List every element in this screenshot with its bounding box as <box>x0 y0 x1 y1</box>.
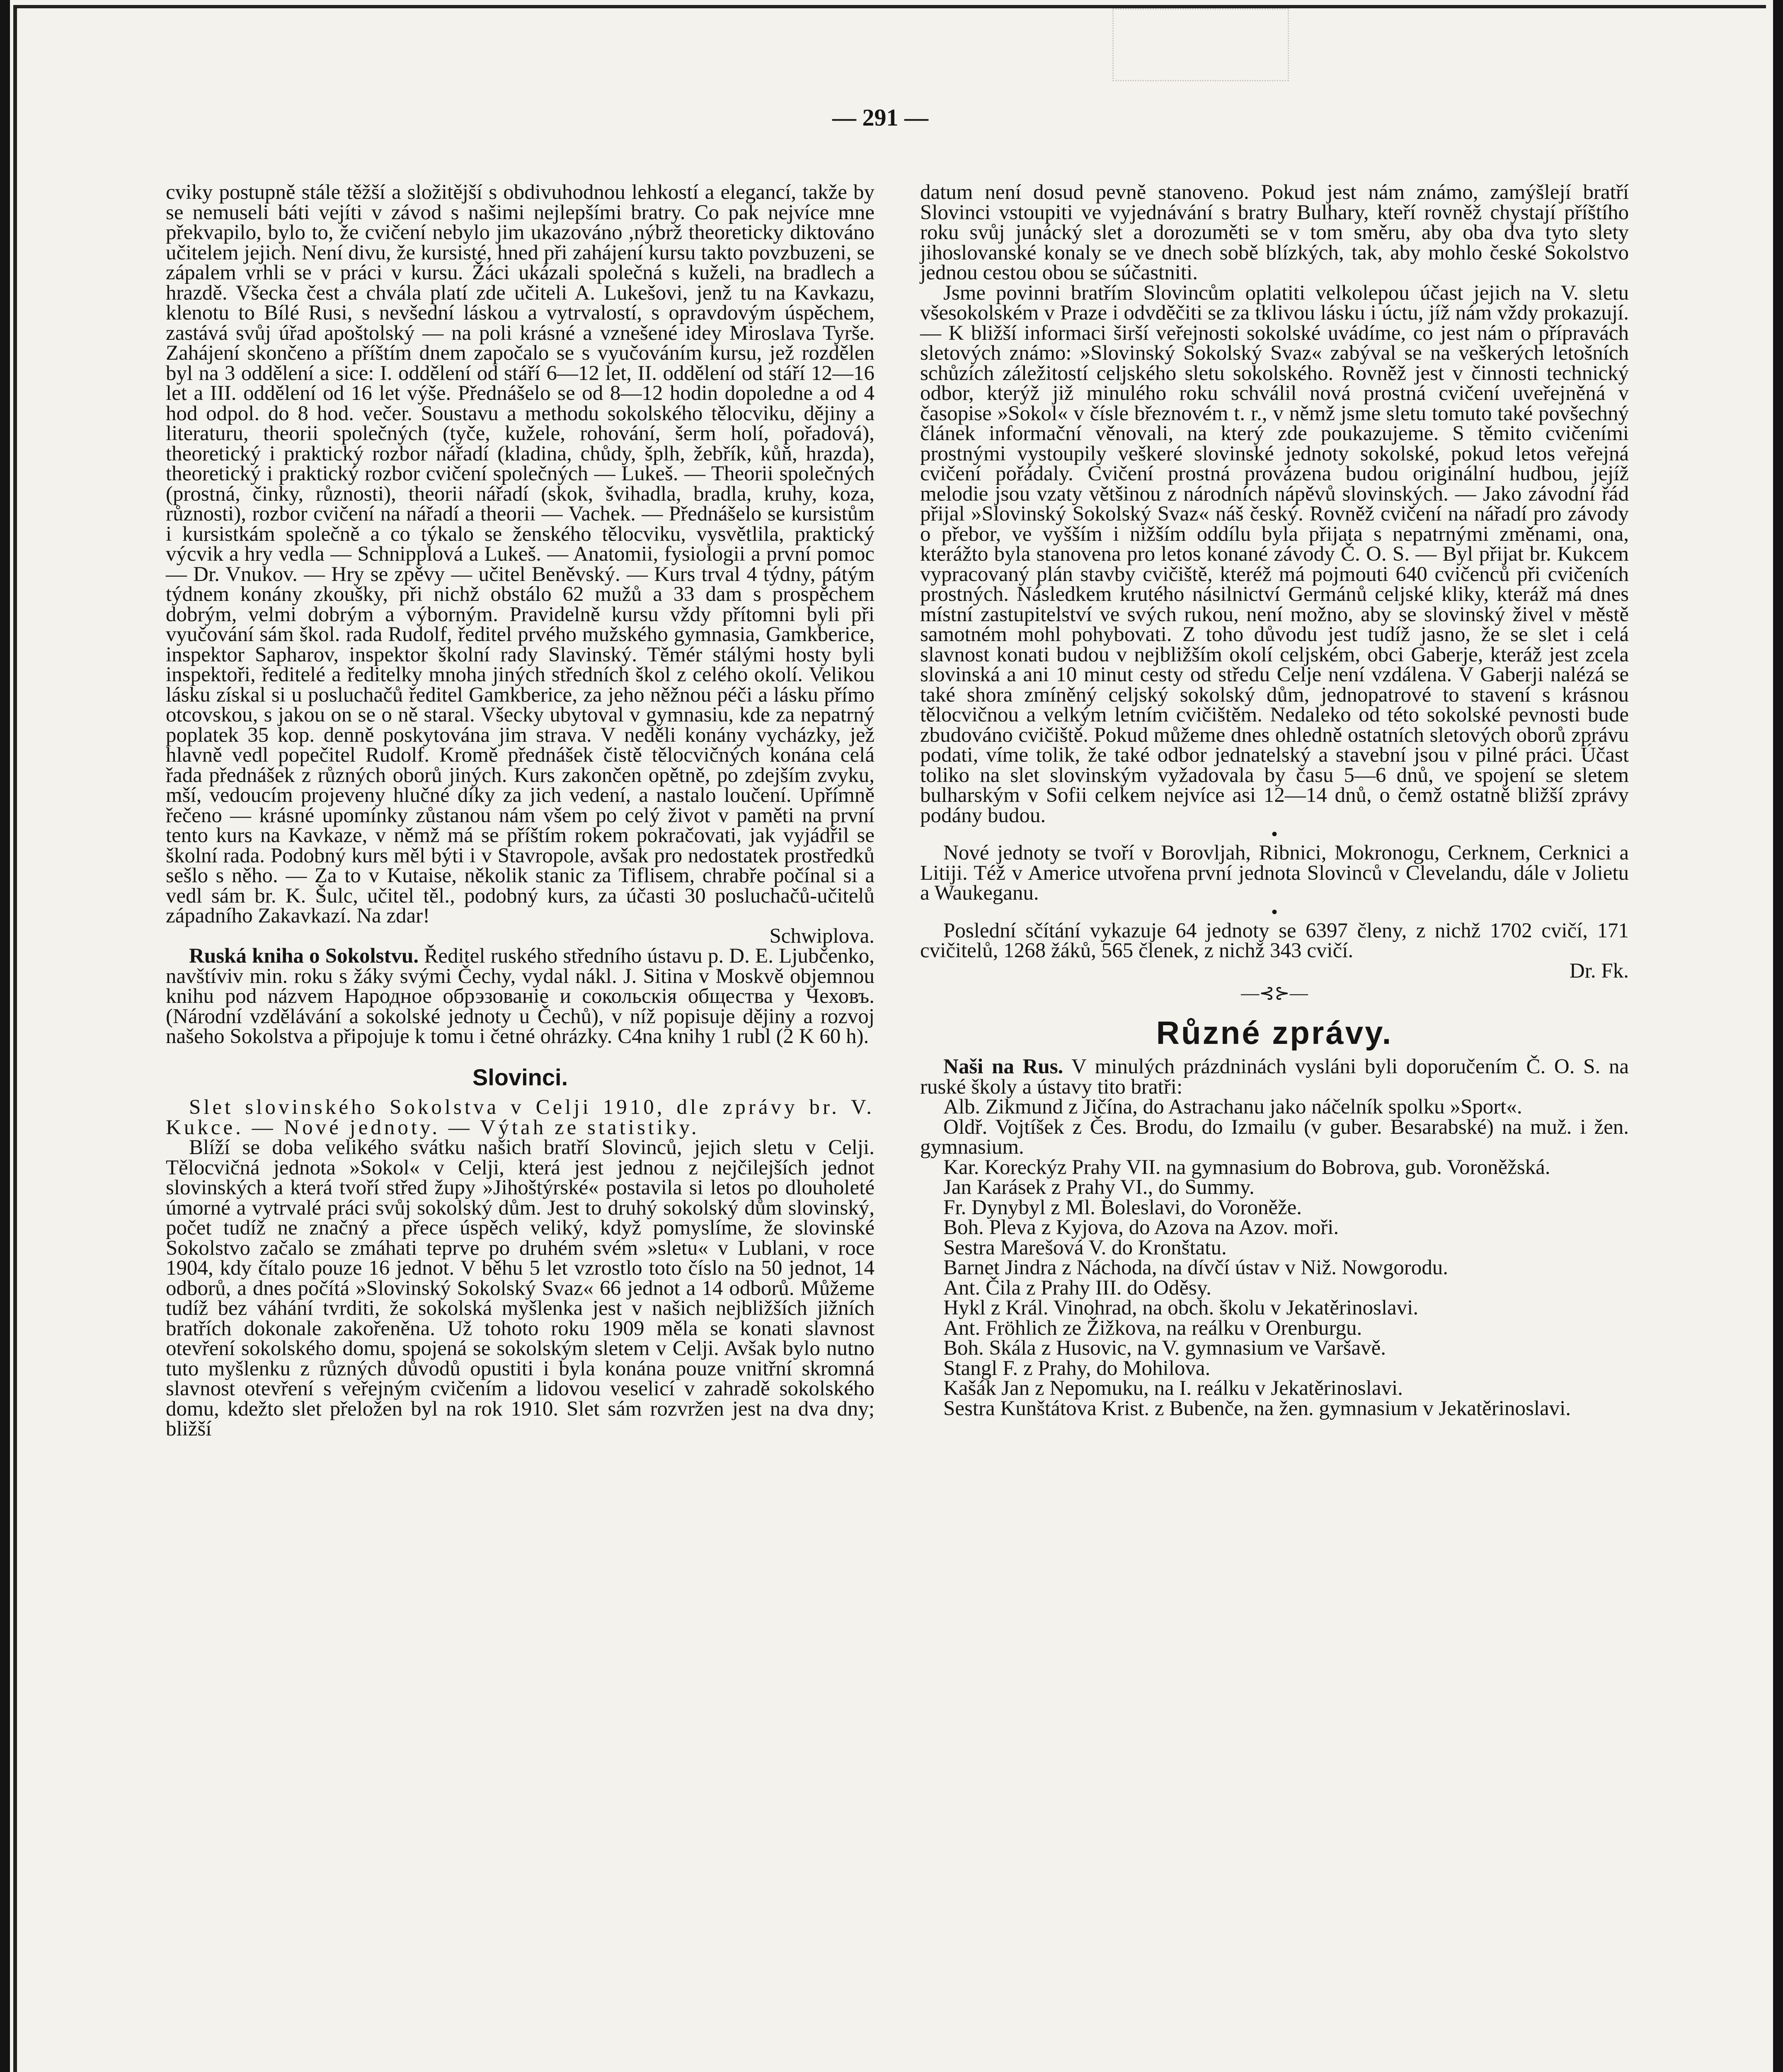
list-item: Boh. Pleva z Kyjova, do Azova na Azov. moři. <box>943 1216 1339 1239</box>
left-paragraph-kniha <box>166 946 875 1047</box>
left-paragraph-slet: Blíží se doba velikého svátku našich bratří Slovinců, jejich sletu v Celji. Tělocvičná jednota »Sokol« v Celji, která jest jednou z nejčilejších jednot slovinských a která tvoří střed župy »Jihoštýrské« postavila si letos po dlouholeté úmorné a vytrvalé práci svůj sokolský dům. Jest to druhý sokolský dům slovinský, počet tudíž ne značný a přece úspěch veliký, když pomyslíme, že slovinské Sokolstvo začalo se zmáhati teprve po druhém svém »sletu« v Lublani, v roce 1904, kdy čítalo pouze 16 jednot. V běhu 5 let vzrostlo toto číslo na 50 jednot, 14 odborů, a dnes počítá »Slovinský Sokolský Svaz« 66 jednot a 14 odborů. Můžeme tudíž bez váhání tvrditi, že sokolská myšlenka jest v našich nejbližších jižních bratřích dokonale zakořeněna. Už tohoto roku 1909 měla se konati slavnost otevření sokolského domu, spojená se sokolským sletem v Celji. Avšak bylo nutno tuto myšlenku z různých důvodů opustiti i byla konána pouze vnitřní skromná slavnost otevření s veřejným cvičením a lidovou veselicí v zahradě sokolského domu, kdežto slet přeložen byl na rok 1910. Slet sám rozvržen jest na dva dny; bližší <box>166 1136 875 1440</box>
list-item: Boh. Skála z Husovic, na V. gymnasium ve Varšavě. <box>943 1336 1386 1360</box>
heading-ruska-kniha: Ruská kniha o Sokolstvu. <box>189 944 419 968</box>
scanned-page <box>10 0 1773 2072</box>
list-item: Fr. Dynybyl z Ml. Boleslavi, do Voroněže. <box>943 1196 1302 1219</box>
nasi-na-rus-body: V minulých prázdninách vysláni byli doporučením Č. O. S. na ruské školy a ústavy tito bratři: <box>920 1055 1629 1099</box>
list-item: Barnet Jindra z Náchoda, na dívčí ústav v Niž. Nowgorodu. <box>943 1256 1448 1279</box>
page-number: — 291 — <box>832 104 928 131</box>
list-item: Kar. Koreckýz Prahy VII. na gymnasium do Bobrova, gub. Voroněžská. <box>943 1155 1550 1179</box>
list-item: Ant. Čila z Prahy III. do Oděsy. <box>943 1276 1211 1300</box>
faint-stamp <box>1112 8 1289 81</box>
list-item: Alb. Zikmund z Jičína, do Astrachanu jako náčelník spolku »Sport«. <box>943 1095 1522 1118</box>
right-paragraph-povinni: Jsme povinni bratřím Slovincům oplatiti velkolepou účast jejich na V. sletu všesokolském v Praze i odvděčiti se za tklivou lásku i úctu, jíž nám vždy prokazují. — K bližší informaci širší veřejnosti sokolské uvádíme, co jest nám o přípravách sletových známo: »Slovinský Sokolský Svaz« zabýval se na veškerých letošních schůzích záležitostí celjského sletu sokolského. Rovněž jest v činnosti technický odbor, kterýž již minulého roku schválil nová prostná cvičení uveřejněná v časopise »Sokol« v čísle březnovém t. r., v němž jsme sletu tomuto také povšechný článek informační věnovali, na který zde poukazujeme. S těmito cvičeními prostnými vystoupily veškeré slovinské jednoty sokolské, pokud letos veřejná cvičení pořádaly. Cvičení prostná provázena budou originální hudbou, jejíž melodie jsou vzaty většinou z národních nápěvů slovinských. — Jako závodní řád přijal »Slovinský Sokolský Svaz« náš český. Rovněž cvičení na nářadí pro závody o přebor, ve vyšším i nižším oddílu byla přijata s nepatrnými změnami, ona, kterážto byla stanovena pro letos konané závody Č. O. S. — Byl přijat br. Kukcem vypracovaný plán stavby cvičiště, kteréž má pojmouti 640 cvičenců při cvičeních prostných. Následkem krutého násilnictví Germánů celjské kliky, kteráž má dnes místní zastupitelství ve svých rukou, není možno, aby se slovinský živel v městě samotném mohl pohybovati. Z toho důvodu jest tudíž jasno, že se slet i celá slavnost konati budou v nejbližším okolí celjském, obci Gaberje, kteráž jest zcela slovinská a ani 10 minut cesty od středu Celje není vzdálena. V Gaberji nalézá se také shora zmíněný celjský sokolský dům, jednopatrové to stavení s krásnou tělocvičnou a velkým letním cvičištěm. Nedaleko od této sokolské pevnosti bude zbudováno cvičiště. Pokud můžeme dnes ohledně ostatních sletových oborů zprávu podati, víme tolik, že také odbor jednatelský a stavební jsou v pilné práci. Účast toliko na slet slovinským vyžadovala by času 5—6 dnů, ve spojení se sletem bulharským v Sofii celkem nejvíce asi 12—14 dnů, o čemž ostatně bližší zprávy podány budou. <box>920 281 1629 827</box>
section-title-slovinci: Slovinci. <box>472 1064 568 1090</box>
subtitle-slet: Slet slovinského Sokolstva v Celji 1910, dle zprávy br. V. Kukce. — Nové jednoty. — Výtah ze statistiky. <box>166 1096 875 1139</box>
bratri-list <box>920 1097 1629 1418</box>
signature-schwiplova: Schwiplova. <box>769 924 875 948</box>
bullet-1: • <box>1271 825 1277 843</box>
list-item: Stangl F. z Prahy, do Mohilova. <box>943 1356 1211 1380</box>
list-item: Sestra Kunštátova Krist. z Bubenče, na žen. gymnasium v Jekatěrinoslavi. <box>943 1397 1571 1420</box>
kniha-body: Ředitel ruského středního ústavu p. D. E. Ljubčenko, navštíviv min. roku s žáky svými Čechy, vydal nákl. J. Sitina v Moskvě objemnou knihu pod názvem Народное обрэзованіе и сокольскія общества у Чеховъ. (Národní vzdělávání a sokolské jednoty u Čechů), v níž popisuje dějiny a rozvoj našeho Sokolstva a připojuje k tomu i četné ohrázky. C4na knihy 1 rubl (2 K 60 h). <box>166 944 875 1048</box>
list-item: Oldř. Vojtíšek z Čes. Brodu, do Izmailu (v guber. Besarabské) na muž. i žen. gymnasium. <box>920 1115 1629 1159</box>
heading-nasi-na-rus: Naši na Rus. <box>943 1055 1064 1078</box>
right-paragraph-nasi-na-rus <box>920 1057 1629 1097</box>
list-item: Kašák Jan z Nepomuku, na I. reálku v Jekatěrinoslavi. <box>943 1377 1403 1400</box>
right-paragraph-nove-jednoty: Nové jednoty se tvoří v Borovljah, Ribnici, Mokronogu, Cerknem, Cerknici a Litiji. Též v Americe utvořena první jednota Slovinců v Clevelandu, dále v Jolietu a Waukeganu. <box>920 841 1629 905</box>
bullet-2: • <box>1271 902 1277 921</box>
ornament-divider: —⊰⊱— <box>1241 983 1308 1003</box>
list-item: Jan Karásek z Prahy VI., do Summy. <box>943 1176 1255 1199</box>
left-column <box>166 182 875 1439</box>
right-paragraph-datum: datum není dosud pevně stanoveno. Pokud jest nám známo, zamýšlejí bratří Slovinci vstoupiti ve vyjednávání s bratry Bulhary, kteří rovněž chystají příštího roku svůj junácký slet a dorozuměti se v tom směru, aby oba dva tyto slety jihoslovanské konaly se ve dnech sobě blízkých, tak, aby mohlo české Sokolstvo jednou cestou obou se súčastniti. <box>920 181 1629 284</box>
list-item: Hykl z Král. Vinohrad, na obch. školu v Jekatěrinoslavi. <box>943 1296 1419 1319</box>
right-paragraph-scitani: Poslední sčítání vykazuje 64 jednoty se 6397 členy, z nichž 1702 cvičí, 171 cvičitelů, 1268 žáků, 565 členek, z nichž 343 cvičí. <box>920 919 1629 962</box>
list-item: Ant. Fröhlich ze Žižkova, na reálku v Orenburgu. <box>943 1316 1362 1340</box>
list-item: Sestra Marešová V. do Kronštatu. <box>943 1236 1227 1259</box>
left-paragraph-kurs: cviky postupně stále těžší a složitější s obdivuhodnou lehkostí a elegancí, takže by se nemuseli báti vejíti v závod s našimi nejlepšími bratry. Co pak nejvíce mne překvapilo, bylo to, že cvičení nebylo jim ukazováno ,nýbrž theoreticky diktováno učitelem jejich. Není divu, že kursisté, hned při zahájení kursu takto povzbuzeni, se zápalem vrhli se v práci v kursu. Žáci ukázali společná s kuželi, na bradlech a hrazdě. Všecka čest a chvála platí zde učiteli A. Lukešovi, jenž tu na Kavkazu, klenotu to Bílé Rusi, s nevšední láskou a vytrvalostí, s opravdovým úspěchem, zastává svůj úřad apoštolský — na poli krásné a vznešené idey Miroslava Tyrše. Zahájení skončeno a příštím dnem započalo se s vyučováním kursu, jež rozdělen byl na 3 oddělení a sice: I. oddělení od stáří 6—12 let, II. oddělení od stáří 12—16 let a III. oddělení od 16 let výše. Přednášelo se od 8—12 hodin dopoledne a od 4 hod odpol. do 8 hod. večer. Soustavu a methodu sokolského tělocviku, dějiny a literaturu, theorii společných (tyče, kužele, rohování, šerm holí, pořadová), theoretický i praktický rozbor nářadí (kladina, chůdy, šplh, žebřík, kůň, hrazda), theoretický i praktický rozbor cvičení společných — Lukeš. — Theorii společných (prostná, činky, různosti), theorii nářadí (skok, švihadla, bradla, kruhy, koza, různosti), rozbor cvičení na nářadí a theorii — Vachek. — Přednášelo se kursistům i kursistkám společně a co týkalo se ženského tělocviku, vysvětlila, praktický výcvik a hry vedla — Schnipplová a Lukeš. — Anatomii, fysiologii a první pomoc — Dr. Vnukov. — Hry se zpěvy — učitel Beněvský. — Kurs trval 4 týdny, pátým týdnem konány zkoušky, při nichž obstálo 62 mužů a 33 dam s prospěchem dobrým, velmi dobrým a výborným. Pravidelně kursu vždy přítomni byli při vyučování sám škol. rada Rudolf, ředitel prvého mužského gymnasia, Gamkberice, inspektor Sapharov, inspektor školní rady Slavinský. Těmér stálými hosty byli inspektoři, ředitelé a ředitelky mnoha jiných středních škol z celého okolí. Velikou lásku získal si u posluchačů ředitel Gamkberice, za jeho něžnou péči a lásku přímo otcovskou, s jakou on se o ně staral. Všecky ubytoval v gymnasiu, kde za nepatrný poplatek 35 kop. denně poskytována jim strava. V neděli konány vycházky, jež hlavně vedl popečitel Rudolf. Kromě přednášek čistě tělocvičných konána celá řada přednášek z různých oborů jiných. Kurs zakončen opětně, po zdejším zvyku, mší, vedoucím projeveny hlučné díky za jich vedení, a nastalo loučení. Upřímně řečeno — krásné upomínky zůstanou nám všem po celý život v paměti na první tento kurs na Kavkaze, v němž má se příštím rokem pokračovati, jak vyjádřil se školní rada. Podobný kurs měl býti i v Stavropole, avšak pro nedostatek prostředků sešlo s něho. — Za to v Kutaise, několik stanic za Tiflisem, chrabře počínal si a vedl sám br. K. Šulc, učitel těl., podobný kurs, za účasti 30 posluchačů-učitelů západního Zakavkazí. Na zdar! <box>166 181 875 927</box>
right-column <box>920 182 1629 1418</box>
section-title-ruzne-zpravy: Různé zprávy. <box>1156 1014 1393 1051</box>
signature-dr-fk: Dr. Fk. <box>1569 959 1629 983</box>
